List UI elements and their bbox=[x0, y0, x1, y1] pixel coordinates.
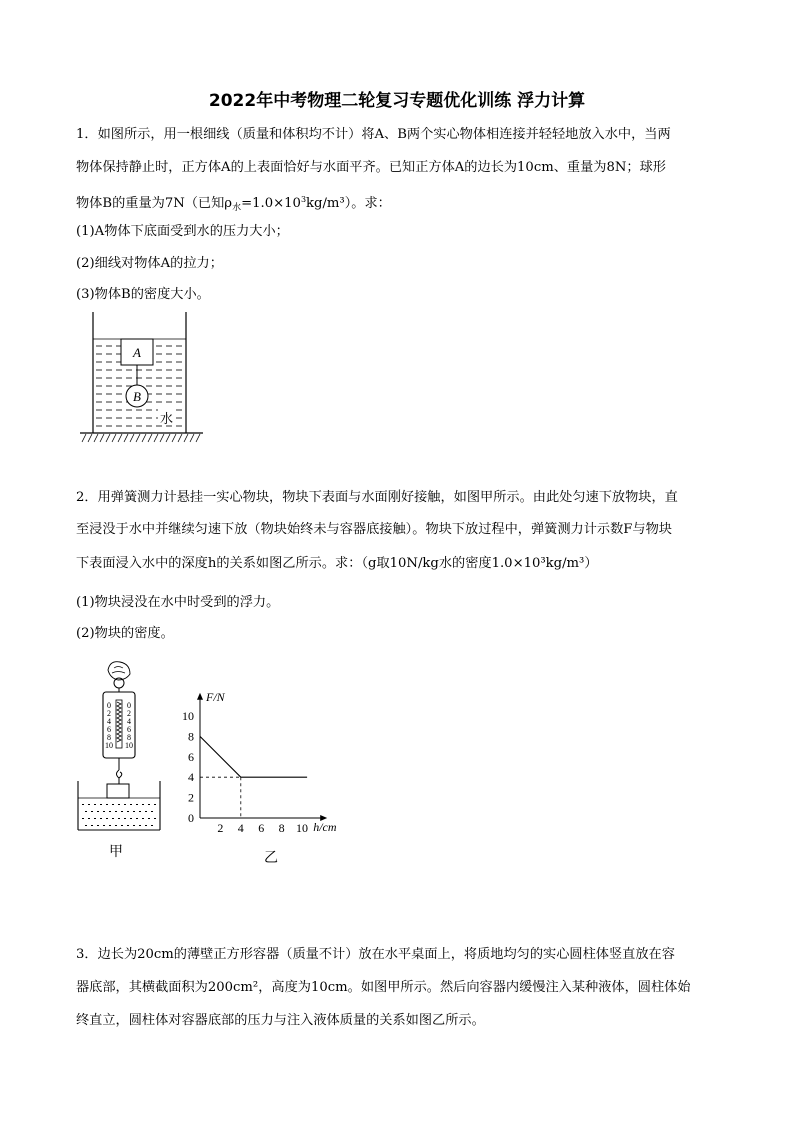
q1-figure bbox=[76, 310, 206, 445]
y-tick-label: 10 bbox=[182, 709, 194, 723]
y-tick-label: 4 bbox=[188, 770, 194, 785]
page-title: 2022年中考物理二轮复习专题优化训练 浮力计算 bbox=[208, 91, 586, 111]
q3-line-3: 终直立，圆柱体对容器底部的压力与注入液体质量的关系如图乙所示。 bbox=[76, 1013, 485, 1028]
svg-text:6: 6 bbox=[107, 725, 111, 734]
x-tick-label: 4 bbox=[237, 821, 244, 835]
svg-text:0: 0 bbox=[107, 701, 111, 710]
q1-line-3: 物体B的重量为7N（已知$\rho_水=1.0\times 10^3kg/m^3$）。求： bbox=[76, 195, 391, 213]
y-tick-label: 6 bbox=[188, 749, 194, 764]
sphere-b-label: B bbox=[133, 389, 141, 404]
y-tick-label: 8 bbox=[188, 729, 194, 744]
svg-text:10: 10 bbox=[125, 741, 133, 750]
q1-part-2: (2)细线对物体A的拉力； bbox=[76, 256, 223, 271]
q1-line-1: 1．如图所示，用一根细线（质量和体积均不计）将A、B两个实心物体相连接并轻轻地放入水中，当两 bbox=[76, 127, 671, 142]
svg-text:2: 2 bbox=[107, 709, 111, 718]
figure-label-yi: 乙 bbox=[264, 851, 278, 866]
svg-text:8: 8 bbox=[127, 733, 131, 742]
q2-part-1: (1)物块浸没在水中时受到的浮力。 bbox=[76, 595, 280, 610]
svg-text:8: 8 bbox=[107, 733, 111, 742]
q2-line-2: 至浸没于水中并继续匀速下放（物块始终未与容器底接触）。物块下放过程中，弹簧测力计示数F与物块 bbox=[76, 522, 672, 537]
q1-part-3: (3)物体B的密度大小。 bbox=[76, 287, 210, 302]
q1-line-2: 物体保持静止时，正方体A的上表面恰好与水面平齐。已知正方体A的边长为10cm、重量为8N；球形 bbox=[76, 160, 666, 175]
x-tick-label: 10 bbox=[296, 821, 308, 835]
x-tick-label: 6 bbox=[258, 821, 265, 835]
q3-line-2: 器底部，其横截面积为200cm²，高度为10cm。如图甲所示。然后向容器内缓慢注入某种液体，圆柱体始 bbox=[76, 980, 691, 995]
q2-part-2: (2)物块的密度。 bbox=[76, 626, 174, 641]
q1-part-1: (1)A物体下底面受到水的压力大小； bbox=[76, 224, 289, 239]
series-line bbox=[200, 736, 307, 777]
x-tick-label: 8 bbox=[278, 821, 285, 835]
cube-a-label: A bbox=[133, 345, 141, 360]
hand-icon bbox=[108, 662, 130, 680]
svg-text:4: 4 bbox=[127, 717, 131, 726]
svg-text:2: 2 bbox=[127, 709, 131, 718]
q2-line-3: 下表面浸入水中的深度h的关系如图乙所示。求：（g取10N/kg水的密度1.0×10³kg/m³） bbox=[76, 556, 598, 571]
svg-text:0: 0 bbox=[127, 701, 131, 710]
figure-label-jia: 甲 bbox=[109, 845, 123, 860]
svg-text:4: 4 bbox=[107, 717, 111, 726]
svg-text:10: 10 bbox=[105, 741, 113, 750]
x-tick-label: 2 bbox=[217, 821, 224, 835]
q2-figure-left bbox=[74, 656, 164, 866]
q2-chart bbox=[170, 680, 360, 870]
y-tick-label: 2 bbox=[188, 790, 194, 805]
y-tick-label: 0 bbox=[188, 811, 194, 825]
y-axis-label: F/N bbox=[206, 689, 225, 704]
svg-text:6: 6 bbox=[127, 725, 131, 734]
x-axis-label: h/cm bbox=[313, 820, 337, 834]
beaker-water bbox=[82, 804, 156, 826]
q3-line-1: 3．边长为20cm的薄壁正方形容器（质量不计）放在水平桌面上，将质地均匀的实心圆柱体竖直放在容 bbox=[76, 947, 675, 962]
q2-line-1: 2．用弹簧测力计悬挂一实心物块，物块下表面与水面刚好接触，如图甲所示。由此处匀速下放物块，直 bbox=[76, 490, 678, 505]
water-label: 水 bbox=[160, 411, 174, 426]
block bbox=[107, 784, 129, 798]
